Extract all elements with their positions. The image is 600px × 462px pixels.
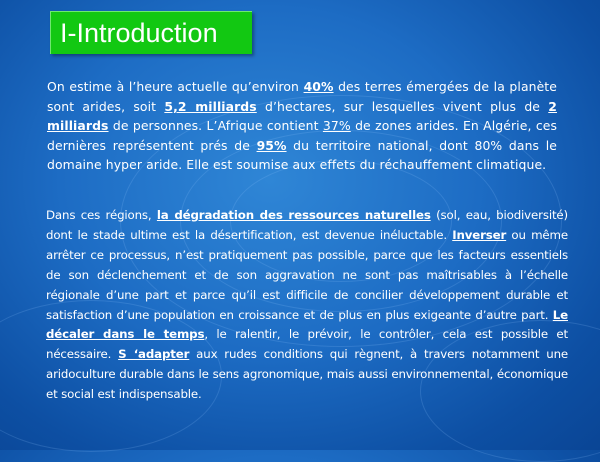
text-run: d’hectares, sur lesquelles vivent plus de	[256, 98, 549, 114]
emphasized-text: 2 milliards	[47, 98, 558, 134]
emphasized-text: Inverser	[452, 227, 507, 242]
emphasized-text: 40%	[303, 79, 334, 94]
emphasized-text: 95%	[256, 137, 287, 153]
text-run: , le ralentir, le prévoir, le contrôler, cela est possible et nécessaire.	[46, 327, 568, 362]
text-run: des terres émergées de la planète sont arides, soit	[47, 79, 557, 114]
slide-title: I-Introduction	[60, 18, 218, 48]
text-run: du territoire national, dont 80% dans le domaine hyper aride. Elle est soumise aux effets du réchauffement climatique.	[47, 137, 558, 173]
paragraph-degradation	[46, 206, 568, 405]
text-run: ou même arrêter ce processus, n’est pratiquement pas possible, parce que les facteurs essentiels de son déclenchement et de son aggravation ne sont pas maîtrisables à l’échelle régionale d’une part et parce qu’il est difficile de concilier développement durable et satisfaction d’une population en croissance et de plus en plus exigeante d’autre part.	[46, 227, 568, 322]
slide-title-box	[50, 11, 252, 54]
text-run: Dans ces régions,	[46, 208, 157, 222]
text-run: de personnes. L’Afrique contient	[108, 118, 323, 134]
emphasized-text: 37%	[322, 118, 351, 134]
paragraph-arid-zones	[47, 77, 557, 175]
text-run: de zones arides. En Algérie, ces dernières représentent prés de	[47, 118, 558, 153]
text-run: On estime à l’heure actuelle qu’environ	[47, 79, 304, 94]
emphasized-text: S ‘adapter	[118, 347, 190, 362]
text-run: (sol, eau, biodiversité) dont le stade ultime est la désertification, est devenue inéluctable.	[46, 208, 568, 242]
emphasized-text: Le décaler dans le temps	[46, 307, 568, 342]
emphasized-text: 5,2 milliards	[164, 98, 257, 114]
text-run: aux rudes conditions qui règnent, à travers notamment une aridoculture durable dans le sens agronomique, mais aussi environnemental, économique et social est indispensable.	[46, 347, 568, 402]
emphasized-text: la dégradation des ressources naturelles	[156, 208, 431, 222]
